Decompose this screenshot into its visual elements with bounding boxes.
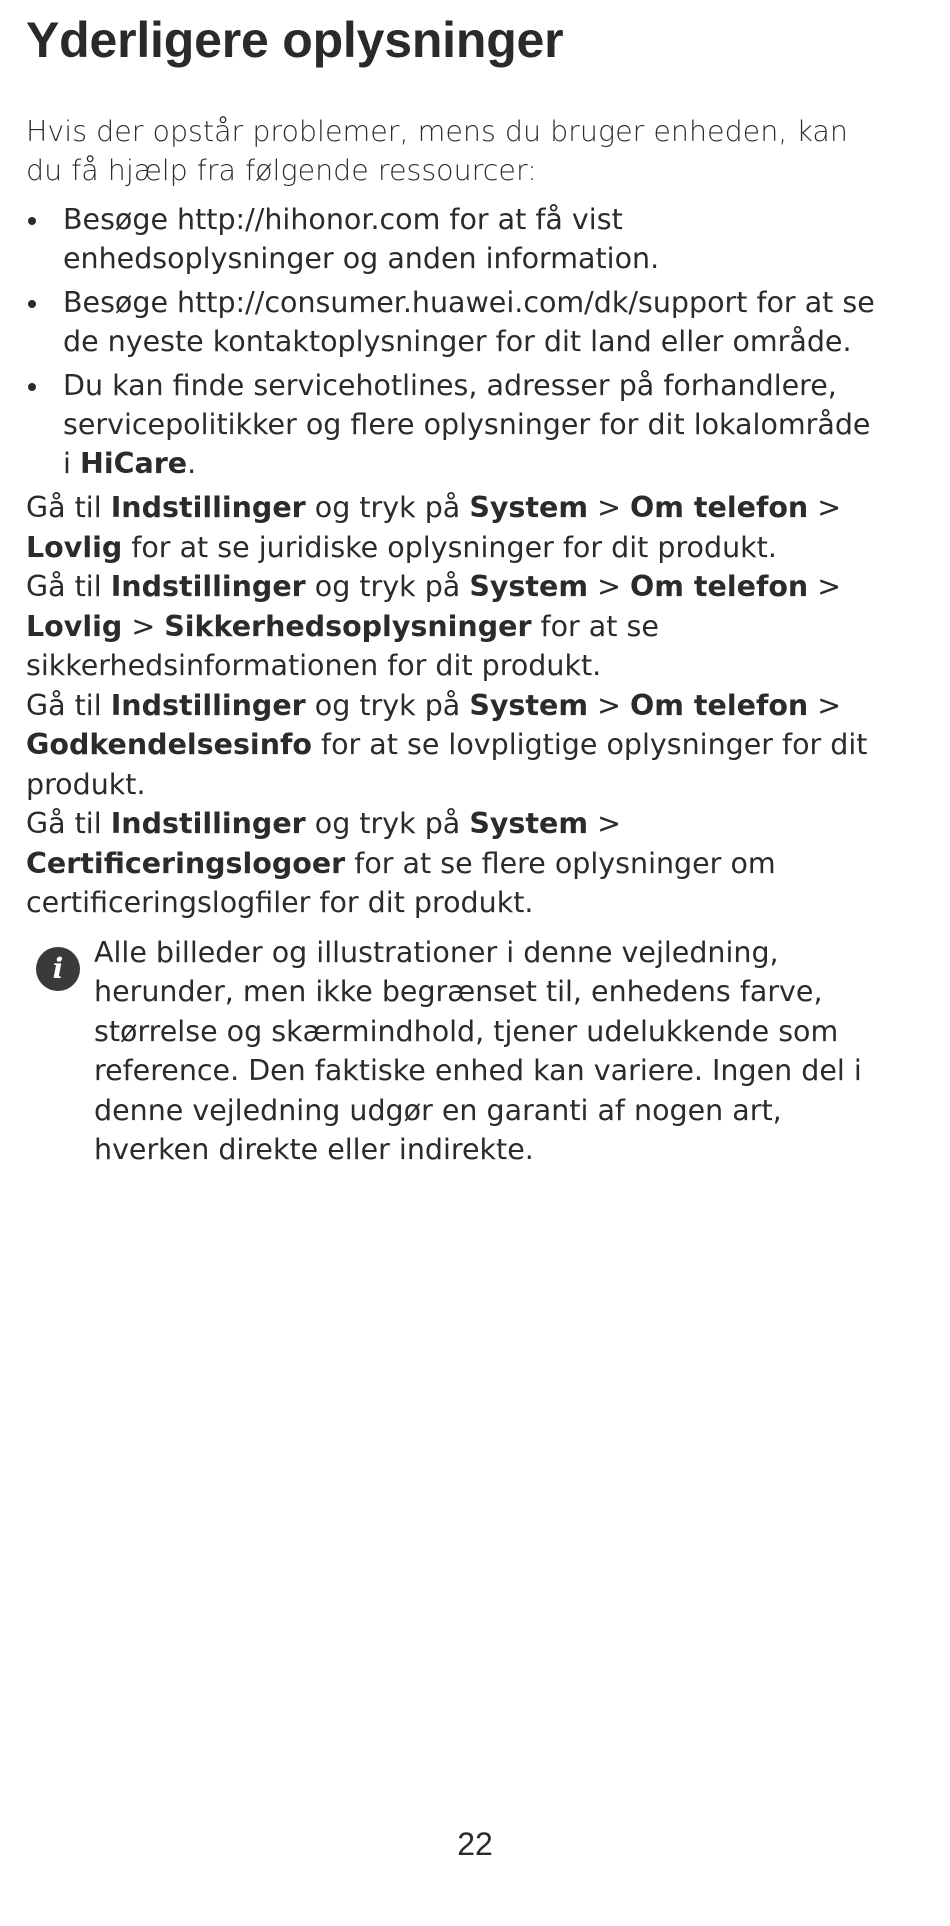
path-system: System: [469, 688, 589, 722]
path-separator: >: [808, 491, 842, 524]
path-about-phone: Om telefon: [630, 688, 809, 722]
path-system: System: [469, 491, 589, 524]
path-separator: >: [808, 688, 842, 722]
page-number: 22: [457, 1826, 493, 1862]
path-separator: >: [588, 688, 631, 722]
path-settings: Indstillinger: [110, 688, 306, 722]
document-page: [26, 0, 876, 1170]
path-settings: Indstillinger: [110, 807, 306, 840]
info-icon: i: [36, 947, 80, 991]
intro-paragraph: Hvis der opstår problemer, mens du bruger enheden, kan du få hjælp fra følgende ressourcer:: [26, 115, 848, 187]
path-separator: >: [588, 807, 621, 840]
text-tap: og tryk på: [305, 688, 470, 722]
text-goto: Gå til: [26, 570, 111, 603]
text-tap: og tryk på: [305, 807, 470, 840]
path-cert-logos: Certificeringslogoer: [26, 846, 346, 880]
path-settings: Indstillinger: [110, 491, 306, 524]
path-system: System: [469, 807, 589, 840]
hicare-label: HiCare: [79, 447, 188, 480]
list-item: [26, 200, 876, 278]
instruction-tail: for at se flere oplysninger om certificeringslogfiler for dit produkt.: [26, 846, 776, 919]
path-settings: Indstillinger: [110, 570, 306, 603]
text-goto: Gå til: [26, 491, 111, 524]
settings-instructions: [26, 488, 876, 923]
instruction-safety: [26, 567, 876, 686]
page-title: Yderligere oplysninger: [26, 12, 564, 68]
bullet-icon: [28, 300, 36, 308]
list-item: [26, 366, 876, 483]
resource-text-huawei: Besøge http://consumer.huawei.com/dk/support for at se de nyeste kontaktoplysninger for dit land eller område.: [63, 286, 875, 358]
path-legal: Lovlig: [26, 530, 123, 564]
path-separator: >: [808, 570, 842, 603]
list-item: [26, 283, 876, 361]
disclaimer-note: [26, 933, 876, 1170]
resource-list: [26, 200, 876, 483]
text-goto: Gå til: [26, 688, 111, 722]
instruction-tail: for at se juridiske oplysninger for dit produkt.: [122, 530, 777, 564]
instruction-legal: [26, 488, 876, 567]
text-tap: og tryk på: [305, 570, 470, 603]
path-about-phone: Om telefon: [630, 570, 809, 603]
bullet-icon: [28, 383, 36, 391]
text-tap: og tryk på: [305, 491, 470, 524]
path-safety-info: Sikkerhedsoplysninger: [164, 609, 532, 643]
bullet-icon: [28, 217, 36, 225]
path-separator: >: [588, 491, 631, 524]
instruction-tail: for at se lovpligtige oplysninger for dit produkt.: [26, 728, 868, 801]
resource-text-end: .: [187, 447, 197, 480]
resource-text-hicare: Du kan finde servicehotlines, adresser på forhandlere, servicepolitikker og flere oplysninger for dit lokalområde i: [63, 369, 871, 480]
instruction-approval: [26, 686, 876, 805]
text-goto: Gå til: [26, 807, 111, 840]
instruction-tail: for at se sikkerhedsinformationen for dit produkt.: [26, 609, 659, 682]
path-about-phone: Om telefon: [630, 491, 809, 524]
path-separator: >: [588, 570, 631, 603]
instruction-certification: [26, 804, 876, 923]
path-approval-info: Godkendelsesinfo: [26, 728, 312, 761]
path-separator: >: [122, 609, 165, 643]
path-legal: Lovlig: [26, 609, 123, 643]
resource-text-hihonor: Besøge http://hihonor.com for at få vist enhedsoplysninger og anden information.: [63, 203, 660, 275]
note-text: Alle billeder og illustrationer i denne vejledning, herunder, men ikke begrænset til, enhedens farve, størrelse og skærmindhold, tjener udelukkende som reference. Den faktiske enhed kan variere. Ingen del i denne vejledning udgør en garanti af nogen art, hverken direkte eller indirekte.: [94, 935, 862, 1166]
path-system: System: [469, 570, 589, 603]
